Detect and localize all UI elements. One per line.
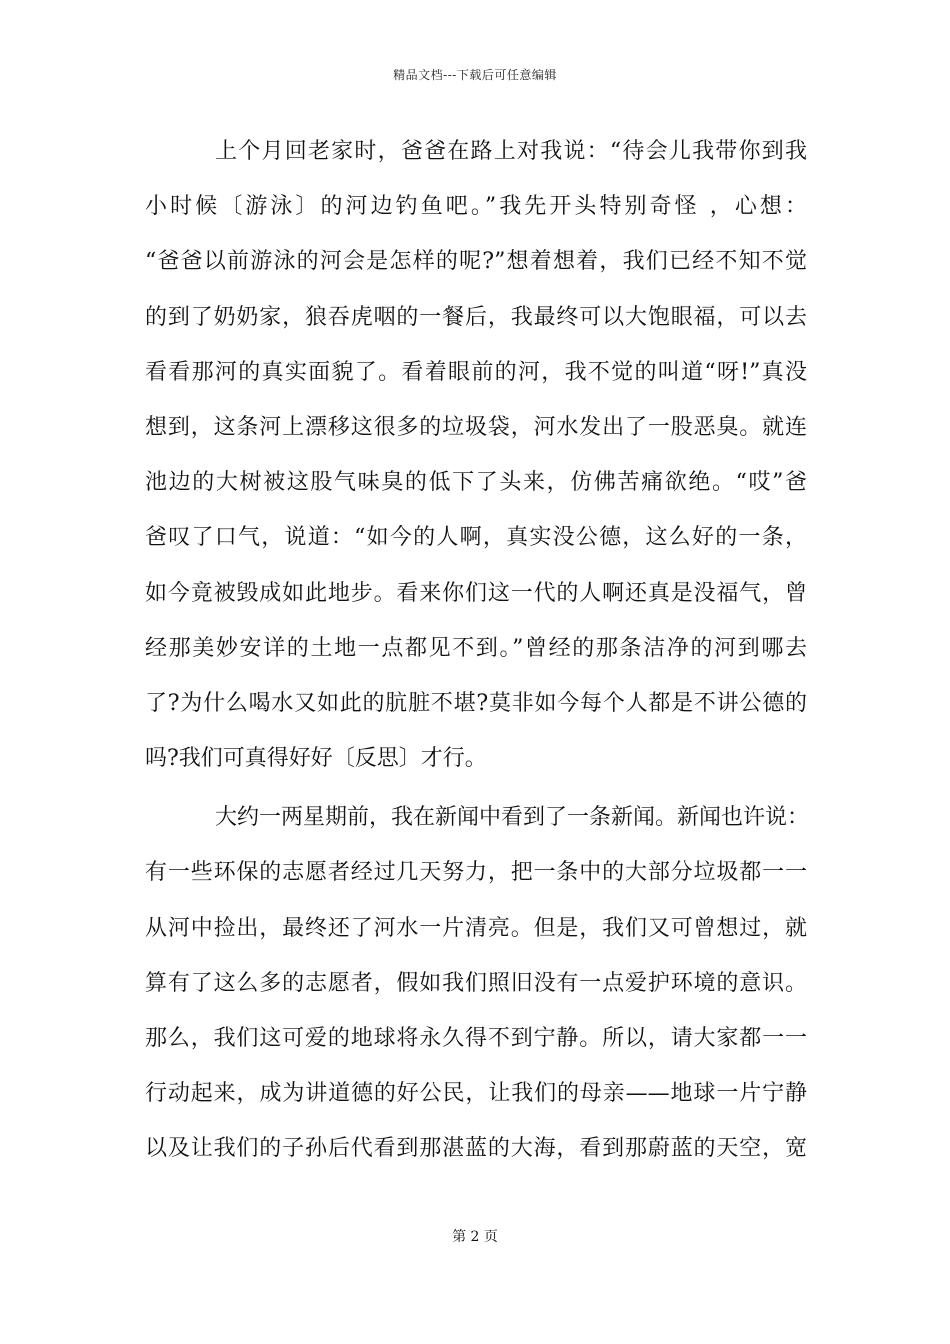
paragraph-1-line-8: 爸叹了口气，说道：“如今的人啊，真实没公德，这么好的一条， xyxy=(145,525,807,551)
paragraph-2-line-6: 行动起来，成为讲道德的好公民，让我们的母亲——地球一片宁静 xyxy=(145,1081,807,1107)
paragraph-1-line-9: 如今竟被毁成如此地步。看来你们这一代的人啊还真是没福气，曾 xyxy=(145,580,807,606)
paragraph-1-line-3: “爸爸以前游泳的河会是怎样的呢?”想着想着，我们已经不知不觉 xyxy=(145,249,807,275)
paragraph-1-line-11: 了?为什么喝水又如此的肮脏不堪?莫非如今每个人都是不讲公德的 xyxy=(145,690,807,716)
paragraph-2-line-3: 从河中捡出，最终还了河水一片清亮。但是，我们又可曾想过，就 xyxy=(145,915,807,941)
body-text xyxy=(145,130,810,1183)
paragraph-2-line-2: 有一些环保的志愿者经过几天努力，把一条中的大部分垃圾都一一 xyxy=(145,860,807,886)
paragraph-2-line-7: 以及让我们的子孙后代看到那湛蓝的大海，看到那蔚蓝的天空，宽 xyxy=(145,1136,807,1162)
paragraph-1-line-12: 吗?我们可真得好好〔反思〕才行。 xyxy=(145,746,487,772)
paragraph-1-line-6: 想到，这条河上漂移这很多的垃圾袋，河水发出了一股恶臭。就连 xyxy=(145,414,807,440)
paragraph-2-line-4: 算有了这么多的志愿者，假如我们照旧没有一点爱护环境的意识。 xyxy=(145,970,807,996)
page-header: 精品文档---下载后可任意编辑 xyxy=(393,68,557,82)
paragraph-1-line-10: 经那美妙安详的土地一点都见不到。”曾经的那条洁净的河到哪去 xyxy=(145,635,807,661)
paragraph-1-line-5: 看看那河的真实面貌了。看着眼前的河，我不觉的叫道“呀!”真没 xyxy=(145,359,807,385)
paragraph-1-line-7: 池边的大树被这股气味臭的低下了头来，仿佛苦痛欲绝。“哎”爸 xyxy=(145,470,807,496)
paragraph-1-line-1: 上个月回老家时，爸爸在路上对我说：“待会儿我带你到我 xyxy=(215,139,807,164)
paragraph-2-line-5: 那么，我们这可爱的地球将永久得不到宁静。所以，请大家都一一 xyxy=(145,1026,807,1051)
paragraph-1-line-2: 小时候〔游泳〕的河边钓鱼吧。”我先开头特别奇怪 ，心想： xyxy=(145,194,807,220)
paragraph-2-line-1: 大约一两星期前，我在新闻中看到了一条新闻。新闻也许说： xyxy=(215,805,810,831)
page-number: 第 2 页 xyxy=(452,1229,498,1245)
paragraph-1-line-4: 的到了奶奶家，狼吞虎咽的一餐后，我最终可以大饱眼福，可以去 xyxy=(145,304,807,330)
